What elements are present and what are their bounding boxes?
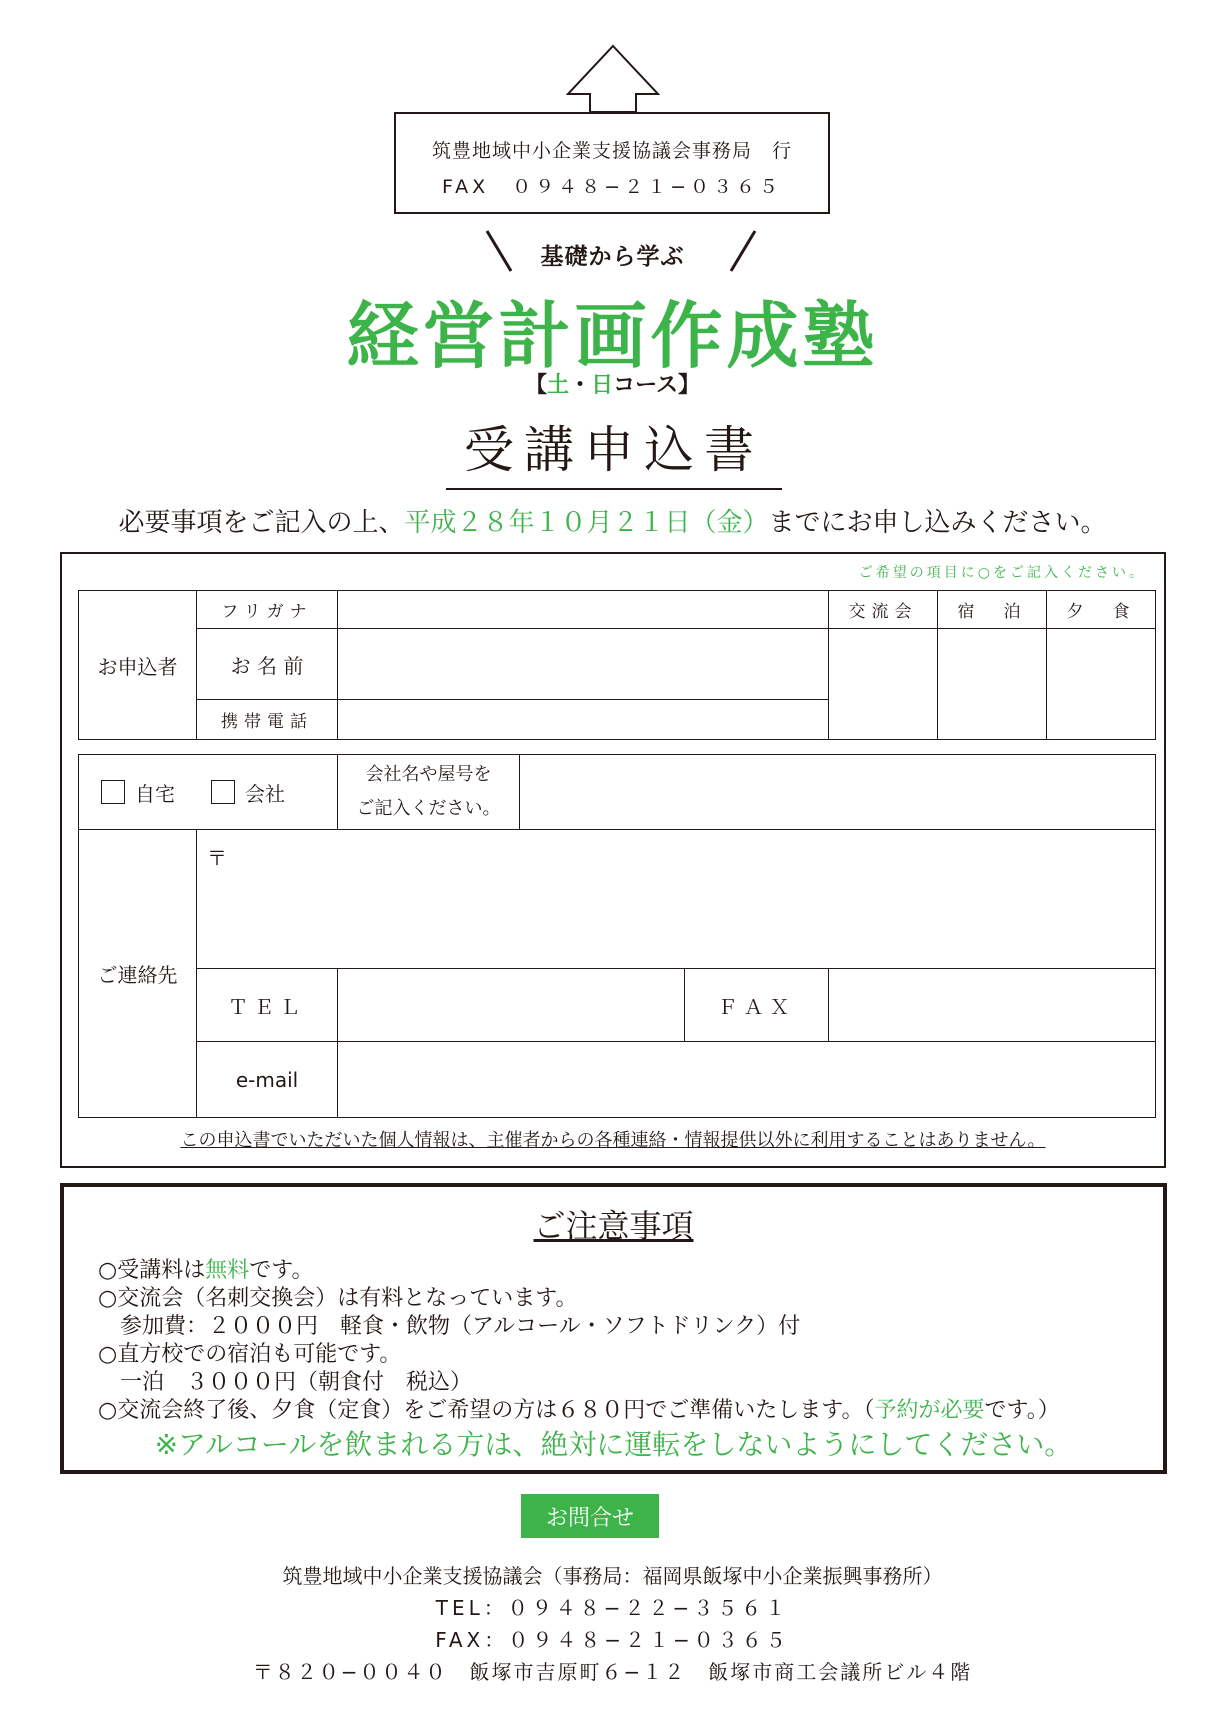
company-label: 会社 — [245, 781, 285, 806]
note-stay-fee: 一泊 ３０００円（朝食付 税込） — [120, 1370, 473, 1395]
applicant-label: お申込者 — [78, 590, 197, 740]
furigana-field[interactable] — [337, 590, 829, 629]
deadline-date: 平成２８年１０月２１日（金） — [404, 508, 769, 538]
address-field[interactable] — [196, 829, 1156, 969]
notes-title: ご注意事項 — [533, 1207, 694, 1245]
note-fee-free: 無料 — [205, 1258, 250, 1283]
home-label: 自宅 — [135, 781, 175, 806]
option-exchange-label: 交流会 — [828, 590, 938, 629]
course-rest: コース】 — [613, 373, 700, 398]
application-form — [60, 552, 1166, 1168]
fax-label: ＦＡＸ — [684, 968, 829, 1042]
contact-label: ご連絡先 — [78, 829, 197, 1118]
note-stay: ○直方校での宿泊も可能です。 — [98, 1342, 402, 1367]
notes-box — [60, 1183, 1167, 1474]
contact-address: 〒８２０−００４０ 飯塚市吉原町６−１２ 飯塚市商工会議所ビル４階 — [252, 1660, 973, 1684]
option-dinner-label: 夕 食 — [1046, 590, 1156, 629]
fax-field[interactable] — [828, 968, 1156, 1042]
course-bracket-open: 【 — [525, 373, 548, 398]
tel-label: ＴＥＬ — [196, 968, 338, 1042]
company-checkbox[interactable] — [211, 780, 235, 804]
home-checkbox[interactable] — [101, 780, 125, 804]
contact-badge: お問合せ — [521, 1494, 659, 1538]
fax-number: FAX ０９４８−２１−０３６５ — [441, 176, 783, 198]
option-exchange-field[interactable] — [828, 628, 938, 740]
company-name-field[interactable] — [519, 754, 1156, 830]
subtitle: 基礎から学ぶ — [540, 244, 685, 270]
mobile-field[interactable] — [337, 699, 829, 740]
contact-org: 筑豊地域中小企業支援協議会（事務局：福岡県飯塚中小企業振興事務所） — [282, 1564, 943, 1588]
options-hint: ご希望の項目に○をご記入ください。 — [858, 565, 1146, 581]
up-arrow-icon — [566, 44, 660, 114]
course-sunday: 日 — [591, 373, 614, 398]
deadline-post: までにお申し込みください。 — [768, 508, 1107, 538]
privacy-notice: この申込書でいただいた個人情報は、主催者からの各種連絡・情報提供以外に利用することはありません。 — [180, 1130, 1046, 1151]
email-label: e-mail — [196, 1041, 338, 1118]
note-fee: ○受講料は無料です。 — [98, 1258, 314, 1283]
furigana-label: フリガナ — [196, 590, 338, 629]
option-dinner-field[interactable] — [1046, 628, 1156, 740]
postal-mark: 〒 — [207, 846, 227, 870]
course-label — [0, 368, 1225, 399]
option-stay-label: 宿 泊 — [937, 590, 1047, 629]
fax-recipient: 筑豊地域中小企業支援協議会事務局 行 — [431, 140, 792, 162]
deadline-line — [0, 502, 1225, 539]
note-dinner: ○交流会終了後、夕食（定食）をご希望の方は６８０円でご準備いたします。（予約が必要です。） — [98, 1398, 1060, 1423]
course-dot: ・ — [569, 373, 592, 398]
tel-field[interactable] — [337, 968, 685, 1042]
course-saturday: 土 — [547, 373, 570, 398]
address-type-cell — [78, 754, 338, 830]
note-exchange: ○交流会（名刺交換会）は有料となっています。 — [98, 1286, 578, 1311]
option-stay-field[interactable] — [937, 628, 1047, 740]
name-field[interactable] — [337, 628, 829, 700]
name-label: お 名 前 — [196, 628, 338, 700]
email-field[interactable] — [337, 1041, 1156, 1118]
form-title: 受講申込書 — [446, 410, 782, 490]
deadline-pre: 必要事項をご記入の上、 — [118, 508, 405, 538]
alcohol-warning: ※アルコールを飲まれる方は、絶対に運転をしないようにしてください。 — [154, 1428, 1073, 1461]
page-title: 経営計画作成塾 — [346, 294, 879, 378]
note-exchange-fee: 参加費：２０００円 軽食・飲物（アルコール・ソフトドリンク）付 — [120, 1314, 801, 1339]
company-name-label: 会社名や屋号を ご記入ください。 — [337, 754, 520, 830]
note-dinner-reserve: 予約が必要 — [874, 1398, 985, 1423]
mobile-label: 携帯電話 — [196, 699, 338, 740]
contact-fax: FAX：０９４８−２１−０３６５ — [435, 1628, 790, 1652]
fax-destination-box — [394, 112, 830, 214]
contact-tel: TEL：０９４８−２２−３５６１ — [435, 1596, 790, 1620]
